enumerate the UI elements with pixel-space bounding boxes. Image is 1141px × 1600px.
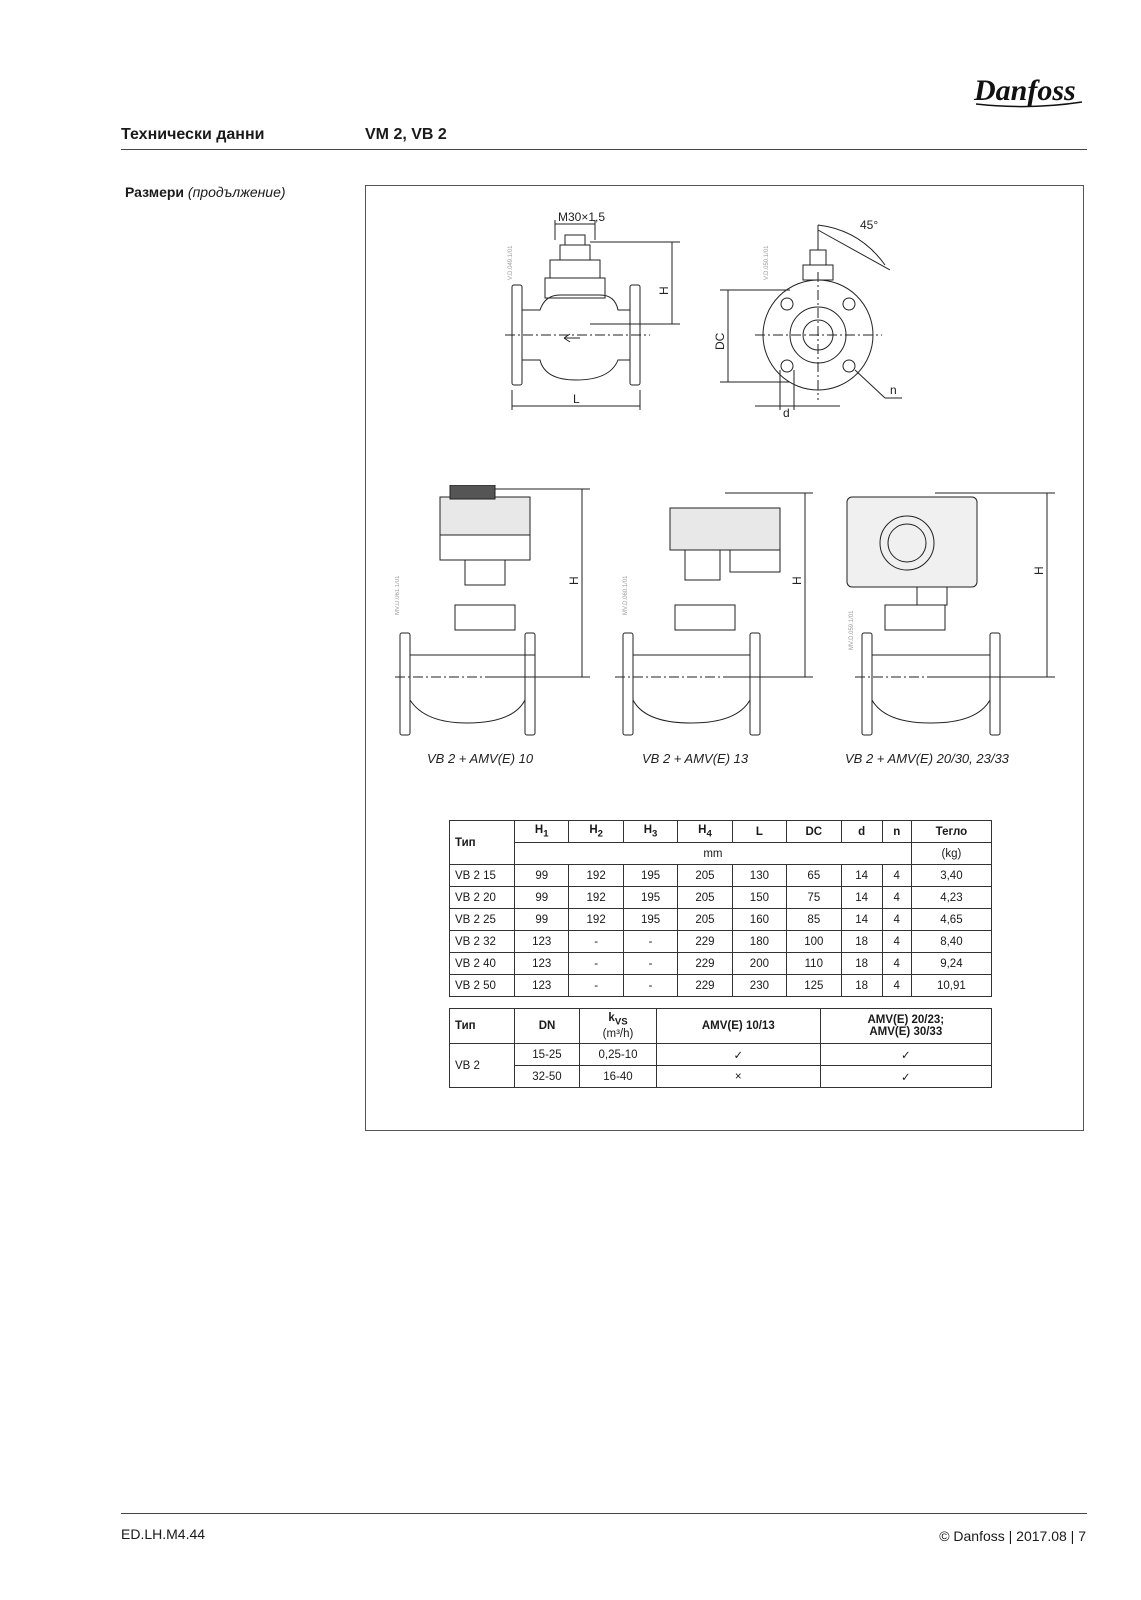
amv10-13-cell: × — [657, 1066, 821, 1088]
table-unit-row — [450, 843, 992, 865]
table-cell: - — [569, 953, 623, 975]
col-type: Тип — [450, 821, 515, 865]
amv10-13-cell: ✓ — [657, 1044, 821, 1066]
table-cell: VB 2 25 — [450, 909, 515, 931]
table-cell: 10,91 — [911, 975, 991, 997]
h1-label: H — [657, 286, 671, 295]
dc-label: DC — [713, 332, 727, 350]
header-divider — [121, 149, 1087, 150]
compatibility-table — [449, 1008, 992, 1088]
table-cell: 195 — [623, 887, 677, 909]
table-cell: 195 — [623, 909, 677, 931]
drawing-code-5: MV.D.059.1/01 — [849, 610, 855, 650]
table-row — [450, 953, 992, 975]
header-product: VM 2, VB 2 — [365, 126, 447, 143]
amv20-33-cell: ✓ — [820, 1044, 991, 1066]
table-cell: 229 — [678, 931, 732, 953]
h3-label: H — [790, 576, 804, 585]
table-cell: VB 2 15 — [450, 865, 515, 887]
table-cell: 3,40 — [911, 865, 991, 887]
table-cell: 160 — [732, 909, 786, 931]
table-cell: 4,23 — [911, 887, 991, 909]
table-cell: VB 2 32 — [450, 931, 515, 953]
table-row — [450, 887, 992, 909]
table-cell: 205 — [678, 865, 732, 887]
d-label: d — [783, 406, 790, 420]
table-cell: - — [623, 953, 677, 975]
table-cell: 100 — [787, 931, 841, 953]
section-title: Размери — [125, 184, 185, 200]
table-cell: 123 — [515, 953, 569, 975]
col-h1: $H_1$ — [515, 821, 569, 843]
table-header-row — [450, 1009, 992, 1044]
unit-kg: (kg) — [911, 843, 991, 865]
table-cell: 205 — [678, 887, 732, 909]
col-type: Тип — [450, 1009, 515, 1044]
col-dc: DC — [787, 821, 841, 843]
table-cell: 18 — [841, 953, 882, 975]
table-row — [450, 975, 992, 997]
col-n: n — [882, 821, 911, 843]
dn-cell: 15-25 — [515, 1044, 580, 1066]
caption-amv20-30: VB 2 + AMV(E) 20/30, 23/33 — [845, 751, 1009, 766]
table-cell: 14 — [841, 887, 882, 909]
table-cell: - — [623, 975, 677, 997]
table-cell: 4 — [882, 975, 911, 997]
table-cell: 229 — [678, 953, 732, 975]
table-header-row — [450, 821, 992, 843]
kvs-cell: 0,25-10 — [580, 1044, 657, 1066]
table-cell: 99 — [515, 887, 569, 909]
table-cell: 18 — [841, 931, 882, 953]
col-kvs: $k_{VS}$ (m³/h) — [580, 1009, 657, 1044]
section-heading — [125, 184, 286, 200]
table-cell: 125 — [787, 975, 841, 997]
table-cell: 192 — [569, 887, 623, 909]
table-cell: 65 — [787, 865, 841, 887]
col-l: L — [732, 821, 786, 843]
table-row — [450, 909, 992, 931]
valve-dimension-drawing — [500, 210, 920, 425]
thread-label: M30×1,5 — [558, 210, 606, 224]
table-cell: 4 — [882, 953, 911, 975]
table-cell: 123 — [515, 975, 569, 997]
col-h3: $H_3$ — [623, 821, 677, 843]
col-h2: $H_2$ — [569, 821, 623, 843]
drawing-code-1: V.D.049.1/01 — [508, 245, 514, 280]
table-cell: 4,65 — [911, 909, 991, 931]
svg-text:Danfoss: Danfoss — [974, 74, 1076, 107]
table-cell: - — [569, 931, 623, 953]
amv20-33-cell: ✓ — [820, 1066, 991, 1088]
n-label: n — [890, 383, 897, 397]
angle-label: 45° — [860, 218, 879, 232]
table-cell: 123 — [515, 931, 569, 953]
valve-actuator-drawings — [395, 485, 1075, 740]
table-cell: 200 — [732, 953, 786, 975]
table-cell: 150 — [732, 887, 786, 909]
table-cell: 4 — [882, 909, 911, 931]
table-cell: 4 — [882, 865, 911, 887]
l-label: L — [573, 392, 580, 406]
table-row — [450, 1044, 992, 1066]
col-h4: $H_4$ — [678, 821, 732, 843]
col-d: d — [841, 821, 882, 843]
caption-amv10: VB 2 + AMV(E) 10 — [427, 751, 534, 766]
table-cell: 180 — [732, 931, 786, 953]
table-cell: 4 — [882, 931, 911, 953]
table-cell: 75 — [787, 887, 841, 909]
col-weight: Тегло — [911, 821, 991, 843]
table-cell: 99 — [515, 909, 569, 931]
table-cell: 130 — [732, 865, 786, 887]
drawing-code-2: V.D.050.1/01 — [764, 245, 770, 280]
table-cell: - — [623, 931, 677, 953]
col-amv10-13: AMV(E) 10/13 — [657, 1009, 821, 1044]
table-cell: 8,40 — [911, 931, 991, 953]
table-cell: 99 — [515, 865, 569, 887]
danfoss-logo — [970, 64, 1090, 114]
footer-divider — [121, 1513, 1087, 1514]
dn-cell: 32-50 — [515, 1066, 580, 1088]
table-cell: 110 — [787, 953, 841, 975]
table-cell: 205 — [678, 909, 732, 931]
table-row — [450, 1066, 992, 1088]
col-amv20-33: AMV(E) 20/23; AMV(E) 30/33 — [820, 1009, 991, 1044]
section-subtitle: (продължение) — [187, 184, 286, 200]
table-cell: 4 — [882, 887, 911, 909]
table-cell: 14 — [841, 909, 882, 931]
kvs-cell: 16-40 — [580, 1066, 657, 1088]
table-cell: - — [569, 975, 623, 997]
table-cell: 18 — [841, 975, 882, 997]
table-row — [450, 865, 992, 887]
table-cell: 230 — [732, 975, 786, 997]
table-cell: VB 2 50 — [450, 975, 515, 997]
table-cell: VB 2 40 — [450, 953, 515, 975]
drawing-code-3: MV.D.061.1/01 — [395, 575, 401, 615]
table-row — [450, 931, 992, 953]
drawing-code-4: MV.D.060.1/01 — [623, 575, 629, 615]
h4-label: H — [1032, 566, 1046, 575]
table-cell: 192 — [569, 909, 623, 931]
col-dn: DN — [515, 1009, 580, 1044]
h2-label: H — [567, 576, 581, 585]
caption-amv13: VB 2 + AMV(E) 13 — [642, 751, 749, 766]
table-cell: 192 — [569, 865, 623, 887]
table-cell: 9,24 — [911, 953, 991, 975]
table-cell: 195 — [623, 865, 677, 887]
dimensions-table — [449, 820, 992, 997]
table-cell: 85 — [787, 909, 841, 931]
header-document-type: Технически данни — [121, 126, 265, 143]
unit-mm: mm — [515, 843, 912, 865]
table-cell: 229 — [678, 975, 732, 997]
table-cell: VB 2 20 — [450, 887, 515, 909]
type-cell: VB 2 — [450, 1044, 515, 1088]
table-cell: 14 — [841, 865, 882, 887]
copyright-page: © Danfoss | 2017.08 | 7 — [939, 1528, 1086, 1544]
document-code: ED.LH.M4.44 — [121, 1526, 206, 1542]
